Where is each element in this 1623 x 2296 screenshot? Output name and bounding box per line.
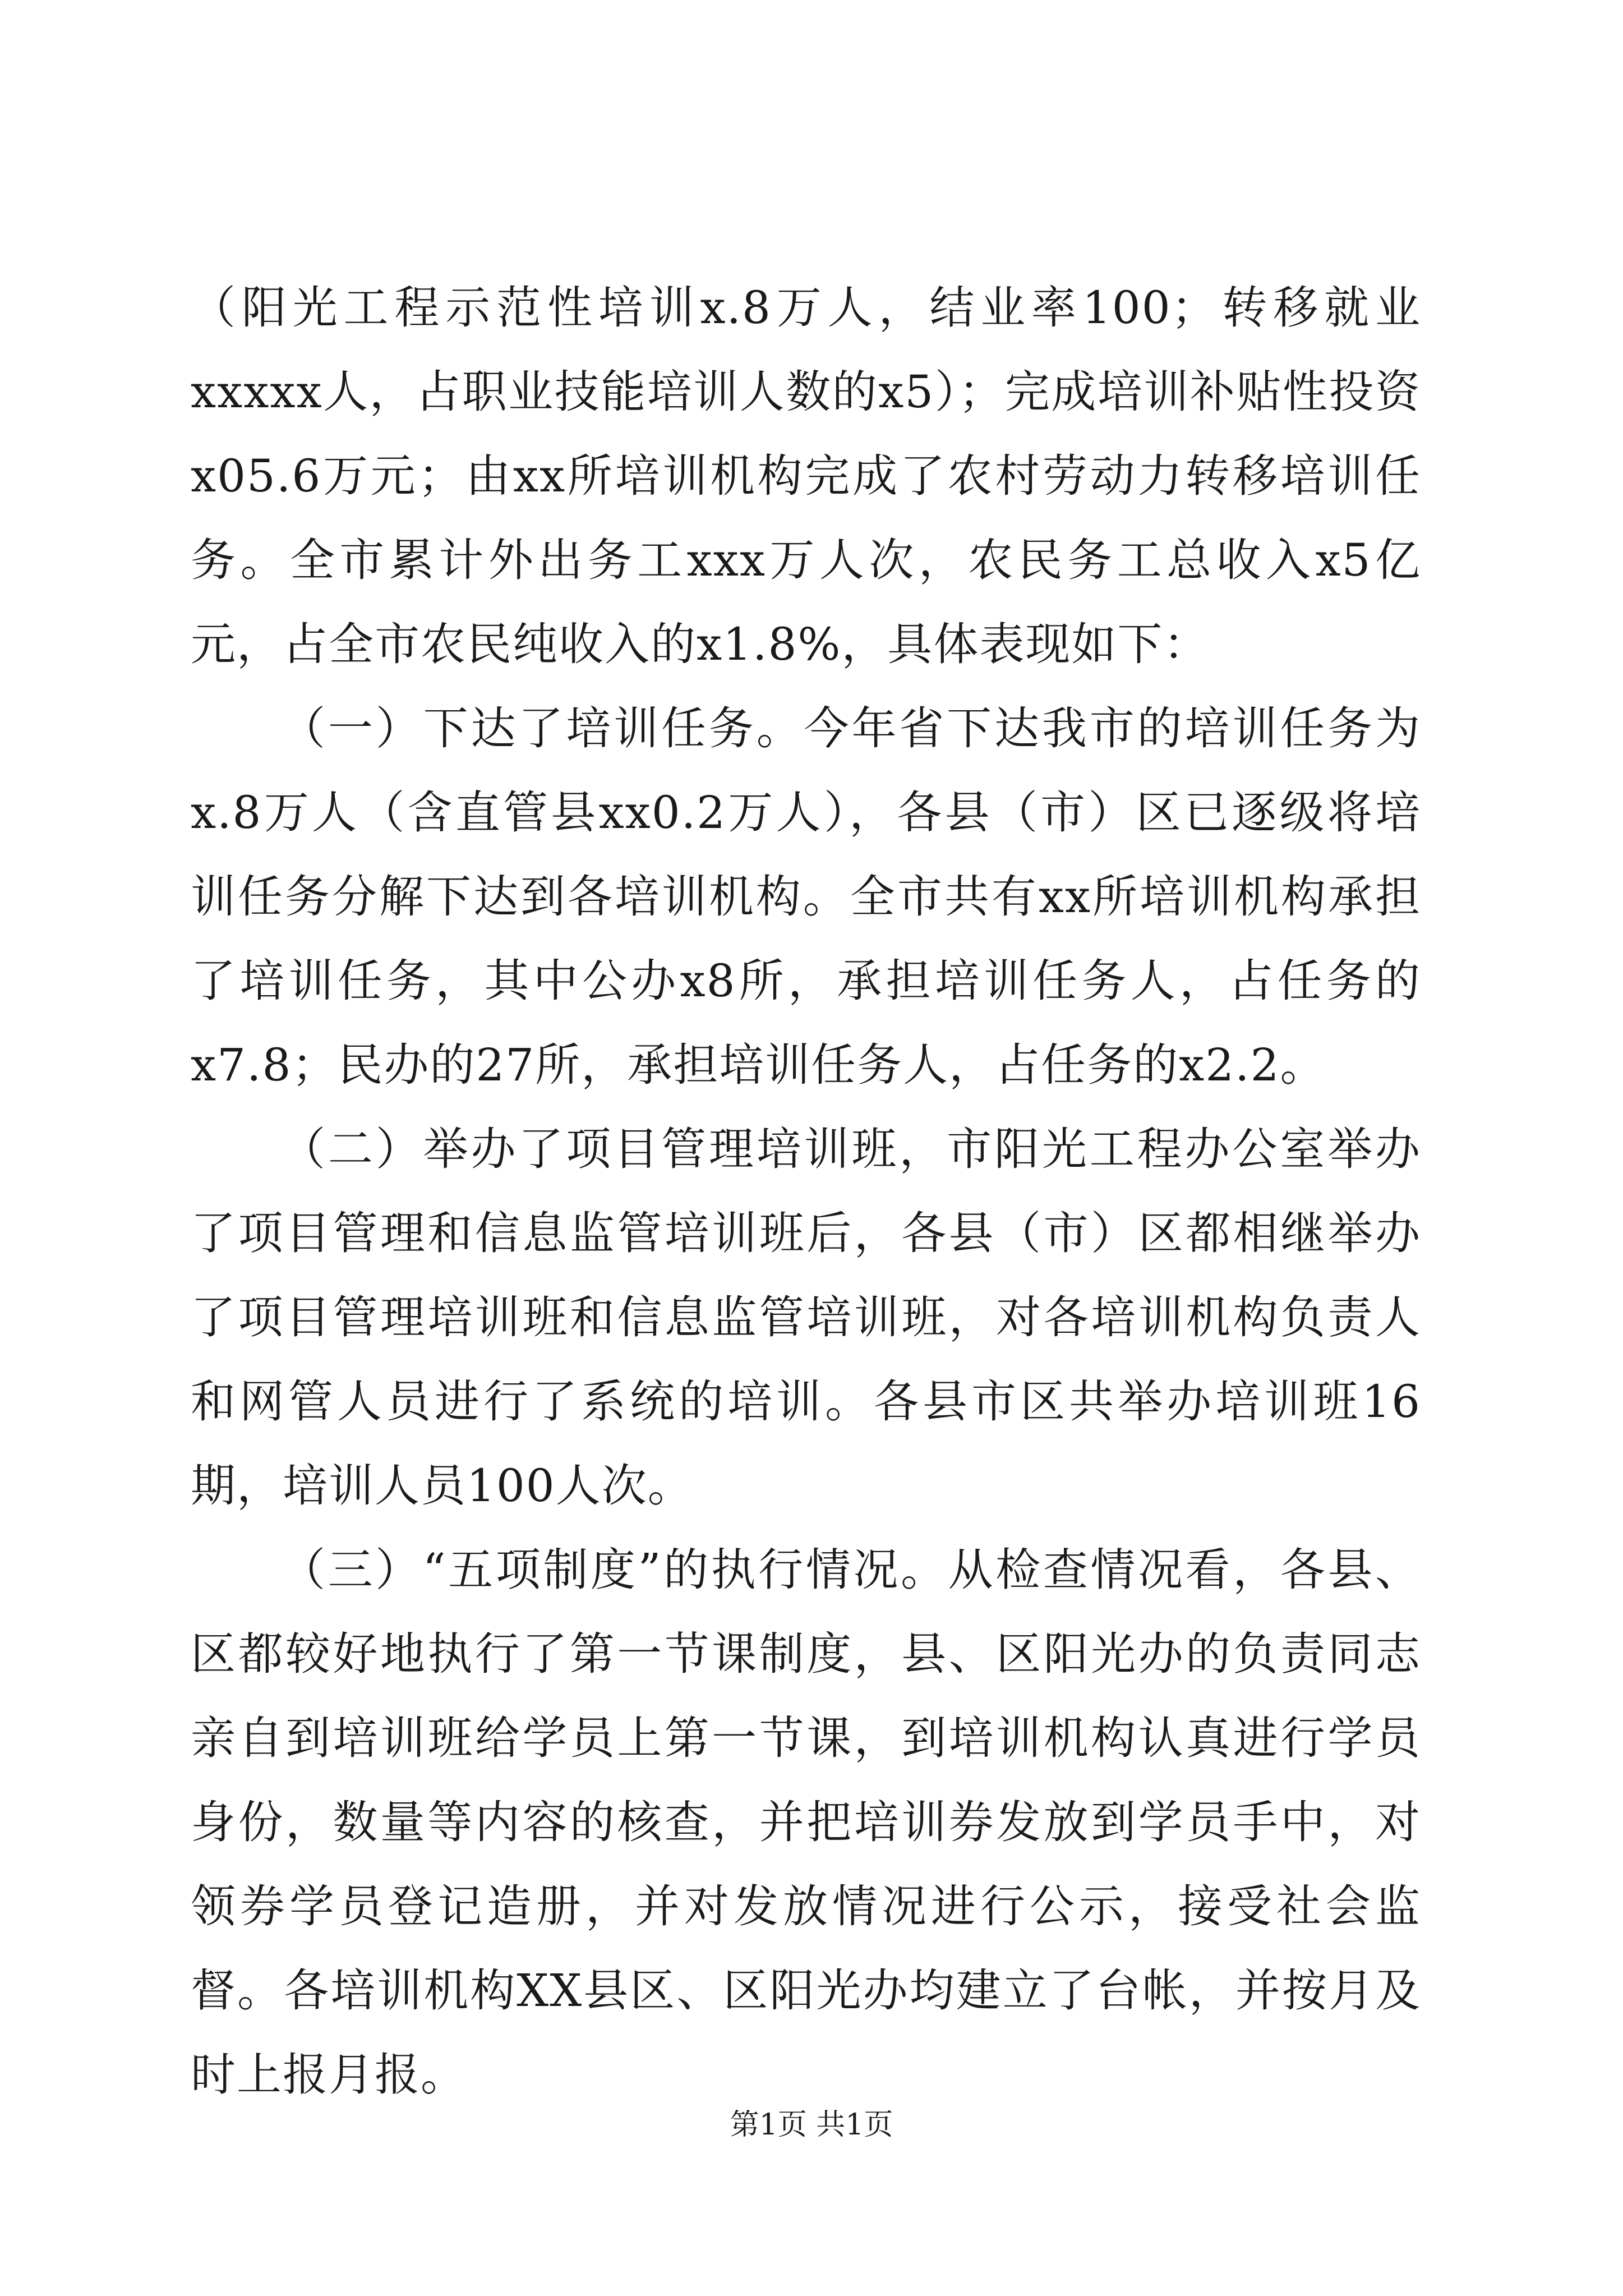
page-footer: 第1页 共1页 [730,2108,893,2142]
paragraph-intro: （阳光工程示范性培训x.8万人，结业率100；转移就业xxxxx人，占职业技能培训人数的x5）；完成培训补贴性投资x05.6万元；由xx所培训机构完成了农村劳动力转移培训任务。全市累计外出务工xxx万人次，农民务工总收入x5亿元，占全市农民纯收入的x1.8%，具体表现如下： [191,282,1421,670]
paragraph-section-2: （二）举办了项目管理培训班，市阳光工程办公室举办了项目管理和信息监管培训班后，各县（市）区都相继举办了项目管理培训班和信息监管培训班，对各培训机构负责人和网管人员进行了系统的培训。各县市区共举办培训班16期，培训人员100人次。 [191,1123,1421,1512]
document-body [191,266,1421,2117]
paragraph-section-3: （三）“五项制度”的执行情况。从检查情况看，各县、区都较好地执行了第一节课制度，县、区阳光办的负责同志亲自到培训班给学员上第一节课，到培训机构认真进行学员身份，数量等内容的核查，并把培训券发放到学员手中，对领券学员登记造册，并对发放情况进行公示，接受社会监督。各培训机构XX县区、区阳光办均建立了台帐，并按月及时上报月报。 [191,1544,1421,2101]
paragraph-section-1: （一）下达了培训任务。今年省下达我市的培训任务为x.8万人（含直管县xx0.2万人），各县（市）区已逐级将培训任务分解下达到各培训机构。全市共有xx所培训机构承担了培训任务，其中公办x8所，承担培训任务人，占任务的x7.8；民办的27所，承担培训任务人，占任务的x2.2。 [191,702,1421,1091]
